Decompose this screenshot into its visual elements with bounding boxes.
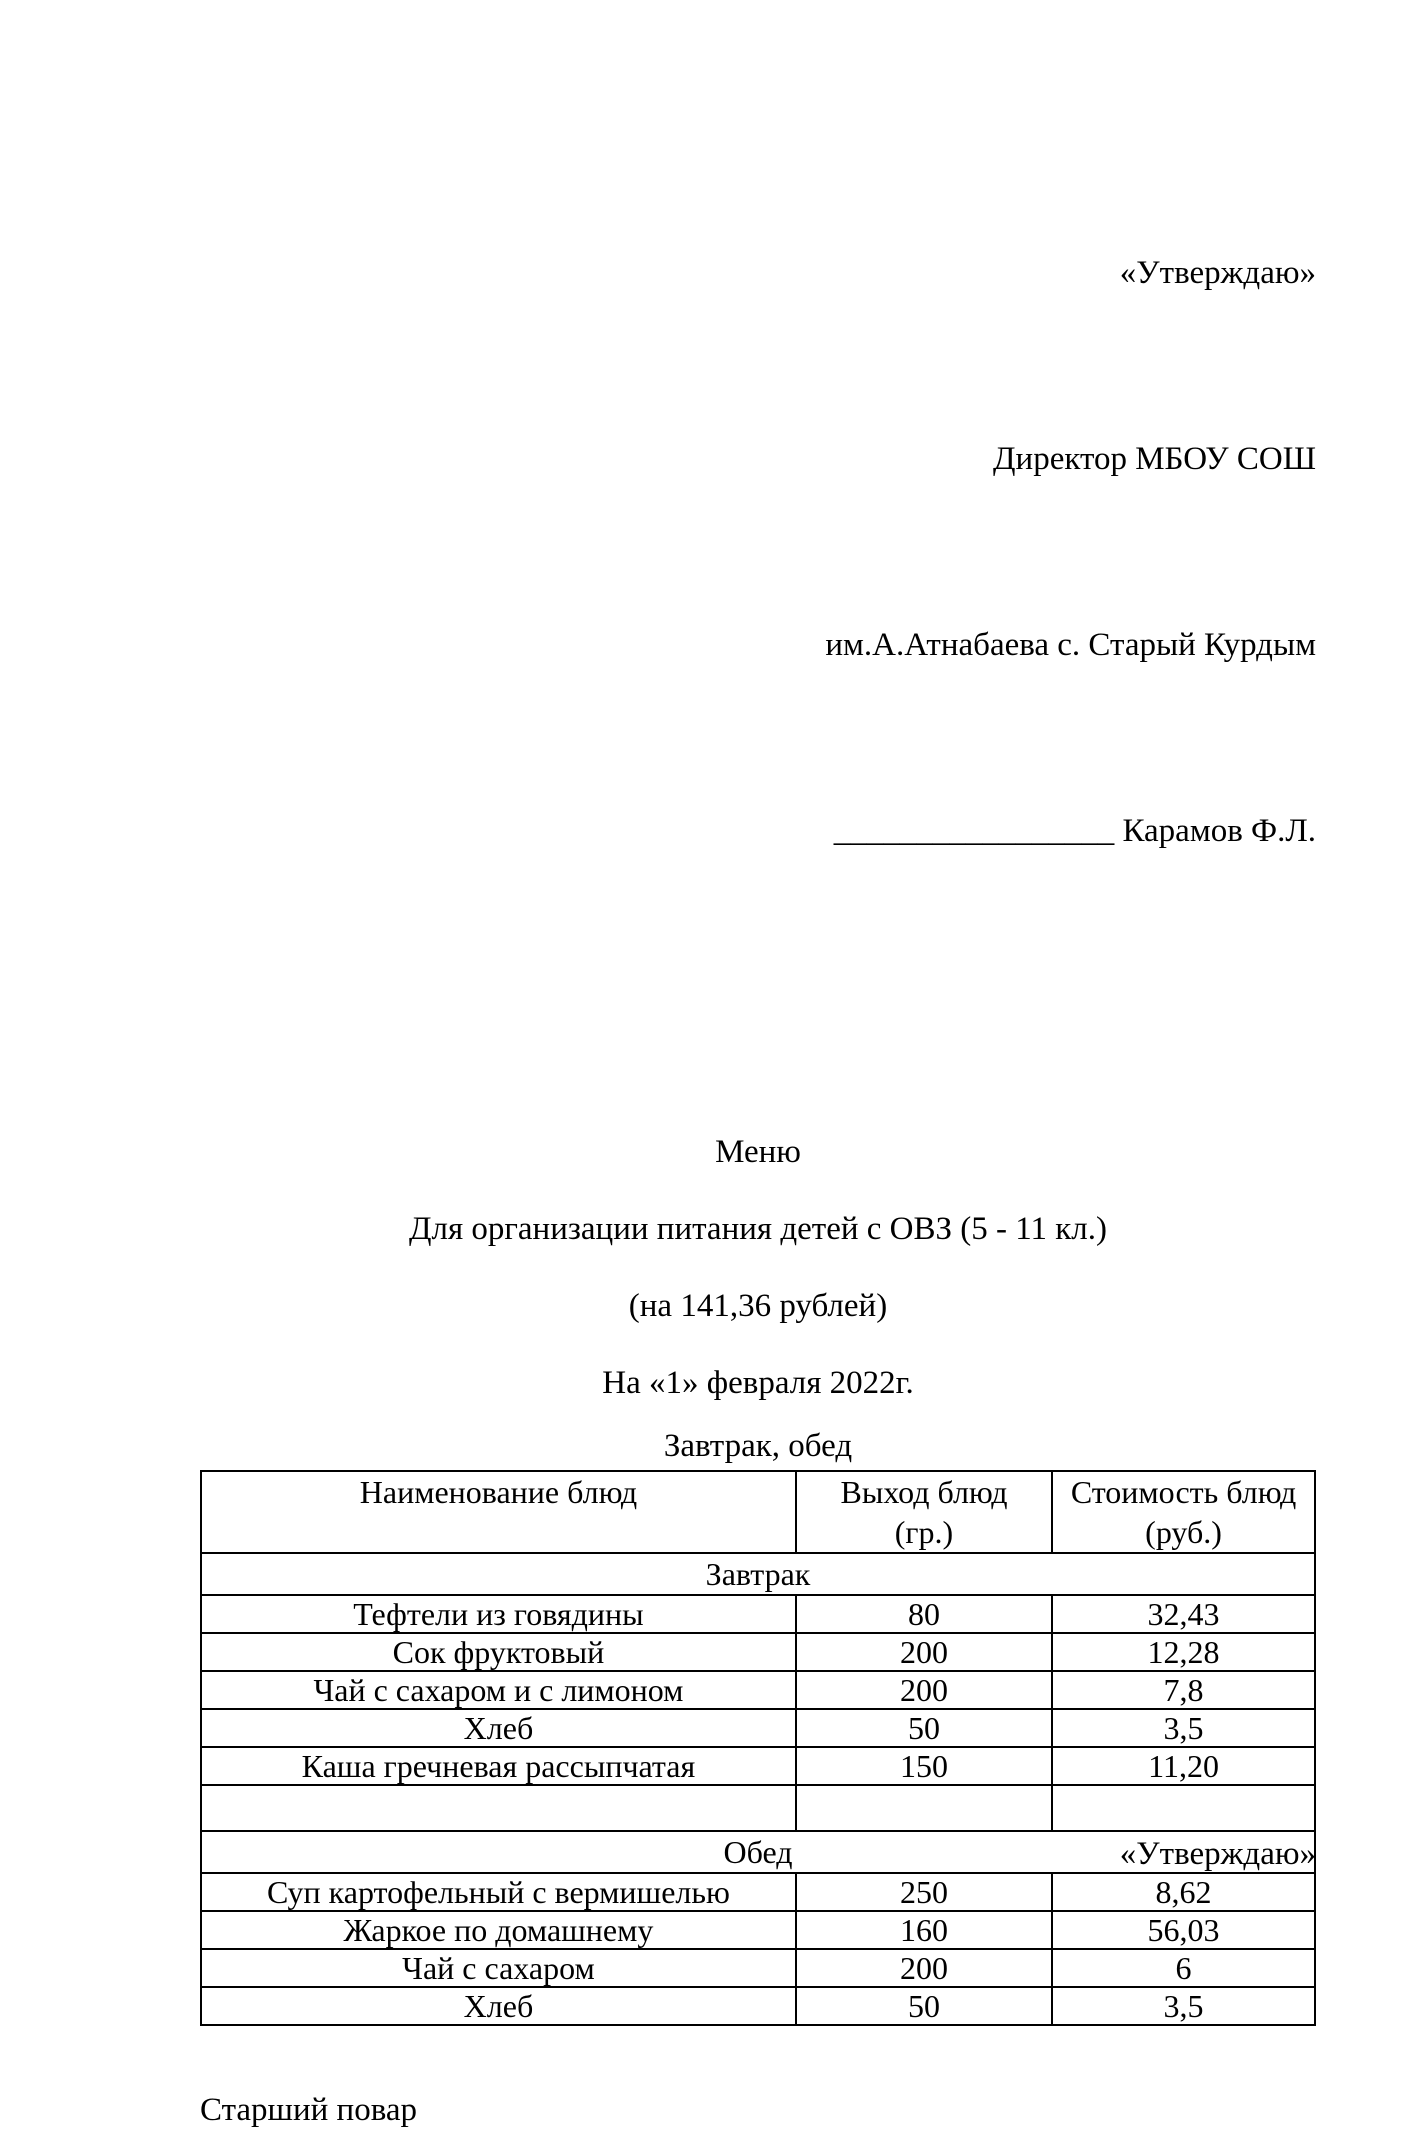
- dish-price: 11,20: [1052, 1747, 1315, 1785]
- doc-title: Меню: [715, 1134, 801, 1170]
- table-row: [201, 1709, 1315, 1747]
- table-caption: Завтрак, обед: [663, 1428, 853, 1464]
- dish-weight: 150: [796, 1747, 1052, 1785]
- dish-weight: 80: [796, 1595, 1052, 1633]
- dish-price: 3,5: [1052, 1987, 1315, 2025]
- dish-name: Хлеб: [201, 1987, 796, 2025]
- col-header-name-title: Наименование блюд: [359, 1474, 638, 1510]
- dish-price: 32,43: [1052, 1595, 1315, 1633]
- dish-weight: 50: [796, 1709, 1052, 1747]
- dish-price: 56,03: [1052, 1911, 1315, 1949]
- footer-approval: «Утверждаю»: [1119, 1836, 1316, 1872]
- empty-cell: [1052, 1785, 1315, 1831]
- col-header-weight: [796, 1471, 1052, 1553]
- dish-weight: 200: [796, 1671, 1052, 1709]
- dish-name: Жаркое по домашнему: [201, 1911, 796, 1949]
- dish-price: 7,8: [1052, 1671, 1315, 1709]
- dish-name: Каша гречневая рассыпчатая: [201, 1747, 796, 1785]
- school-name: им.А.Атнабаева с. Старый Курдым: [825, 627, 1316, 663]
- dish-name: Чай с сахаром и с лимоном: [201, 1671, 796, 1709]
- section-row-breakfast: [201, 1553, 1315, 1595]
- director-title: Директор МБОУ СОШ: [993, 441, 1316, 477]
- table-row: [201, 1671, 1315, 1709]
- menu-table: [200, 1470, 1316, 2026]
- empty-cell: [796, 1785, 1052, 1831]
- document-content: [200, 0, 1316, 2132]
- table-row: [201, 1987, 1315, 2025]
- signature-line: _________________ Карамов Ф.Л.: [833, 813, 1316, 849]
- table-row: [201, 1595, 1315, 1633]
- dish-weight: 250: [796, 1873, 1052, 1911]
- empty-cell: [201, 1785, 796, 1831]
- dish-weight: 200: [796, 1633, 1052, 1671]
- col-header-weight-title: Выход блюд: [840, 1474, 1008, 1510]
- doc-subtitle: Для организации питания детей с ОВЗ (5 - 11 кл.): [408, 1211, 1108, 1247]
- dish-weight: 50: [796, 1987, 1052, 2025]
- table-row: [201, 1911, 1315, 1949]
- dish-price: 12,28: [1052, 1633, 1315, 1671]
- col-header-price: [1052, 1471, 1315, 1553]
- dish-weight: 200: [796, 1949, 1052, 1987]
- col-header-price-title: Стоимость блюд: [1070, 1474, 1297, 1510]
- section-label-breakfast: Завтрак: [201, 1553, 1315, 1595]
- table-row: [201, 1873, 1315, 1911]
- approval-block: [200, 0, 1316, 986]
- col-header-weight-unit: (гр.): [894, 1514, 954, 1550]
- dish-price: 6: [1052, 1949, 1315, 1987]
- table-row: [201, 1747, 1315, 1785]
- section-label-lunch: Обед: [201, 1831, 1315, 1873]
- doc-date: На «1» февраля 2022г.: [602, 1365, 914, 1401]
- col-header-name: [201, 1471, 796, 1553]
- dish-price: 8,62: [1052, 1873, 1315, 1911]
- table-row: [201, 1633, 1315, 1671]
- cook-label: Старший повар: [200, 2092, 417, 2128]
- dish-name: Хлеб: [201, 1709, 796, 1747]
- title-block: [200, 1114, 1316, 1422]
- dish-name: Чай с сахаром: [201, 1949, 796, 1987]
- dish-name: Сок фруктовый: [201, 1633, 796, 1671]
- table-row: [201, 1949, 1315, 1987]
- empty-row: [201, 1785, 1315, 1831]
- dish-price: 3,5: [1052, 1709, 1315, 1747]
- dish-name: Тефтели из говядины: [201, 1595, 796, 1633]
- dish-weight: 160: [796, 1911, 1052, 1949]
- col-header-price-unit: (руб.): [1145, 1514, 1222, 1550]
- approval-quote: «Утверждаю»: [1119, 255, 1316, 291]
- table-header-row: [201, 1471, 1315, 1553]
- dish-name: Суп картофельный с вермишелью: [201, 1873, 796, 1911]
- doc-price-note: (на 141,36 рублей): [628, 1288, 888, 1324]
